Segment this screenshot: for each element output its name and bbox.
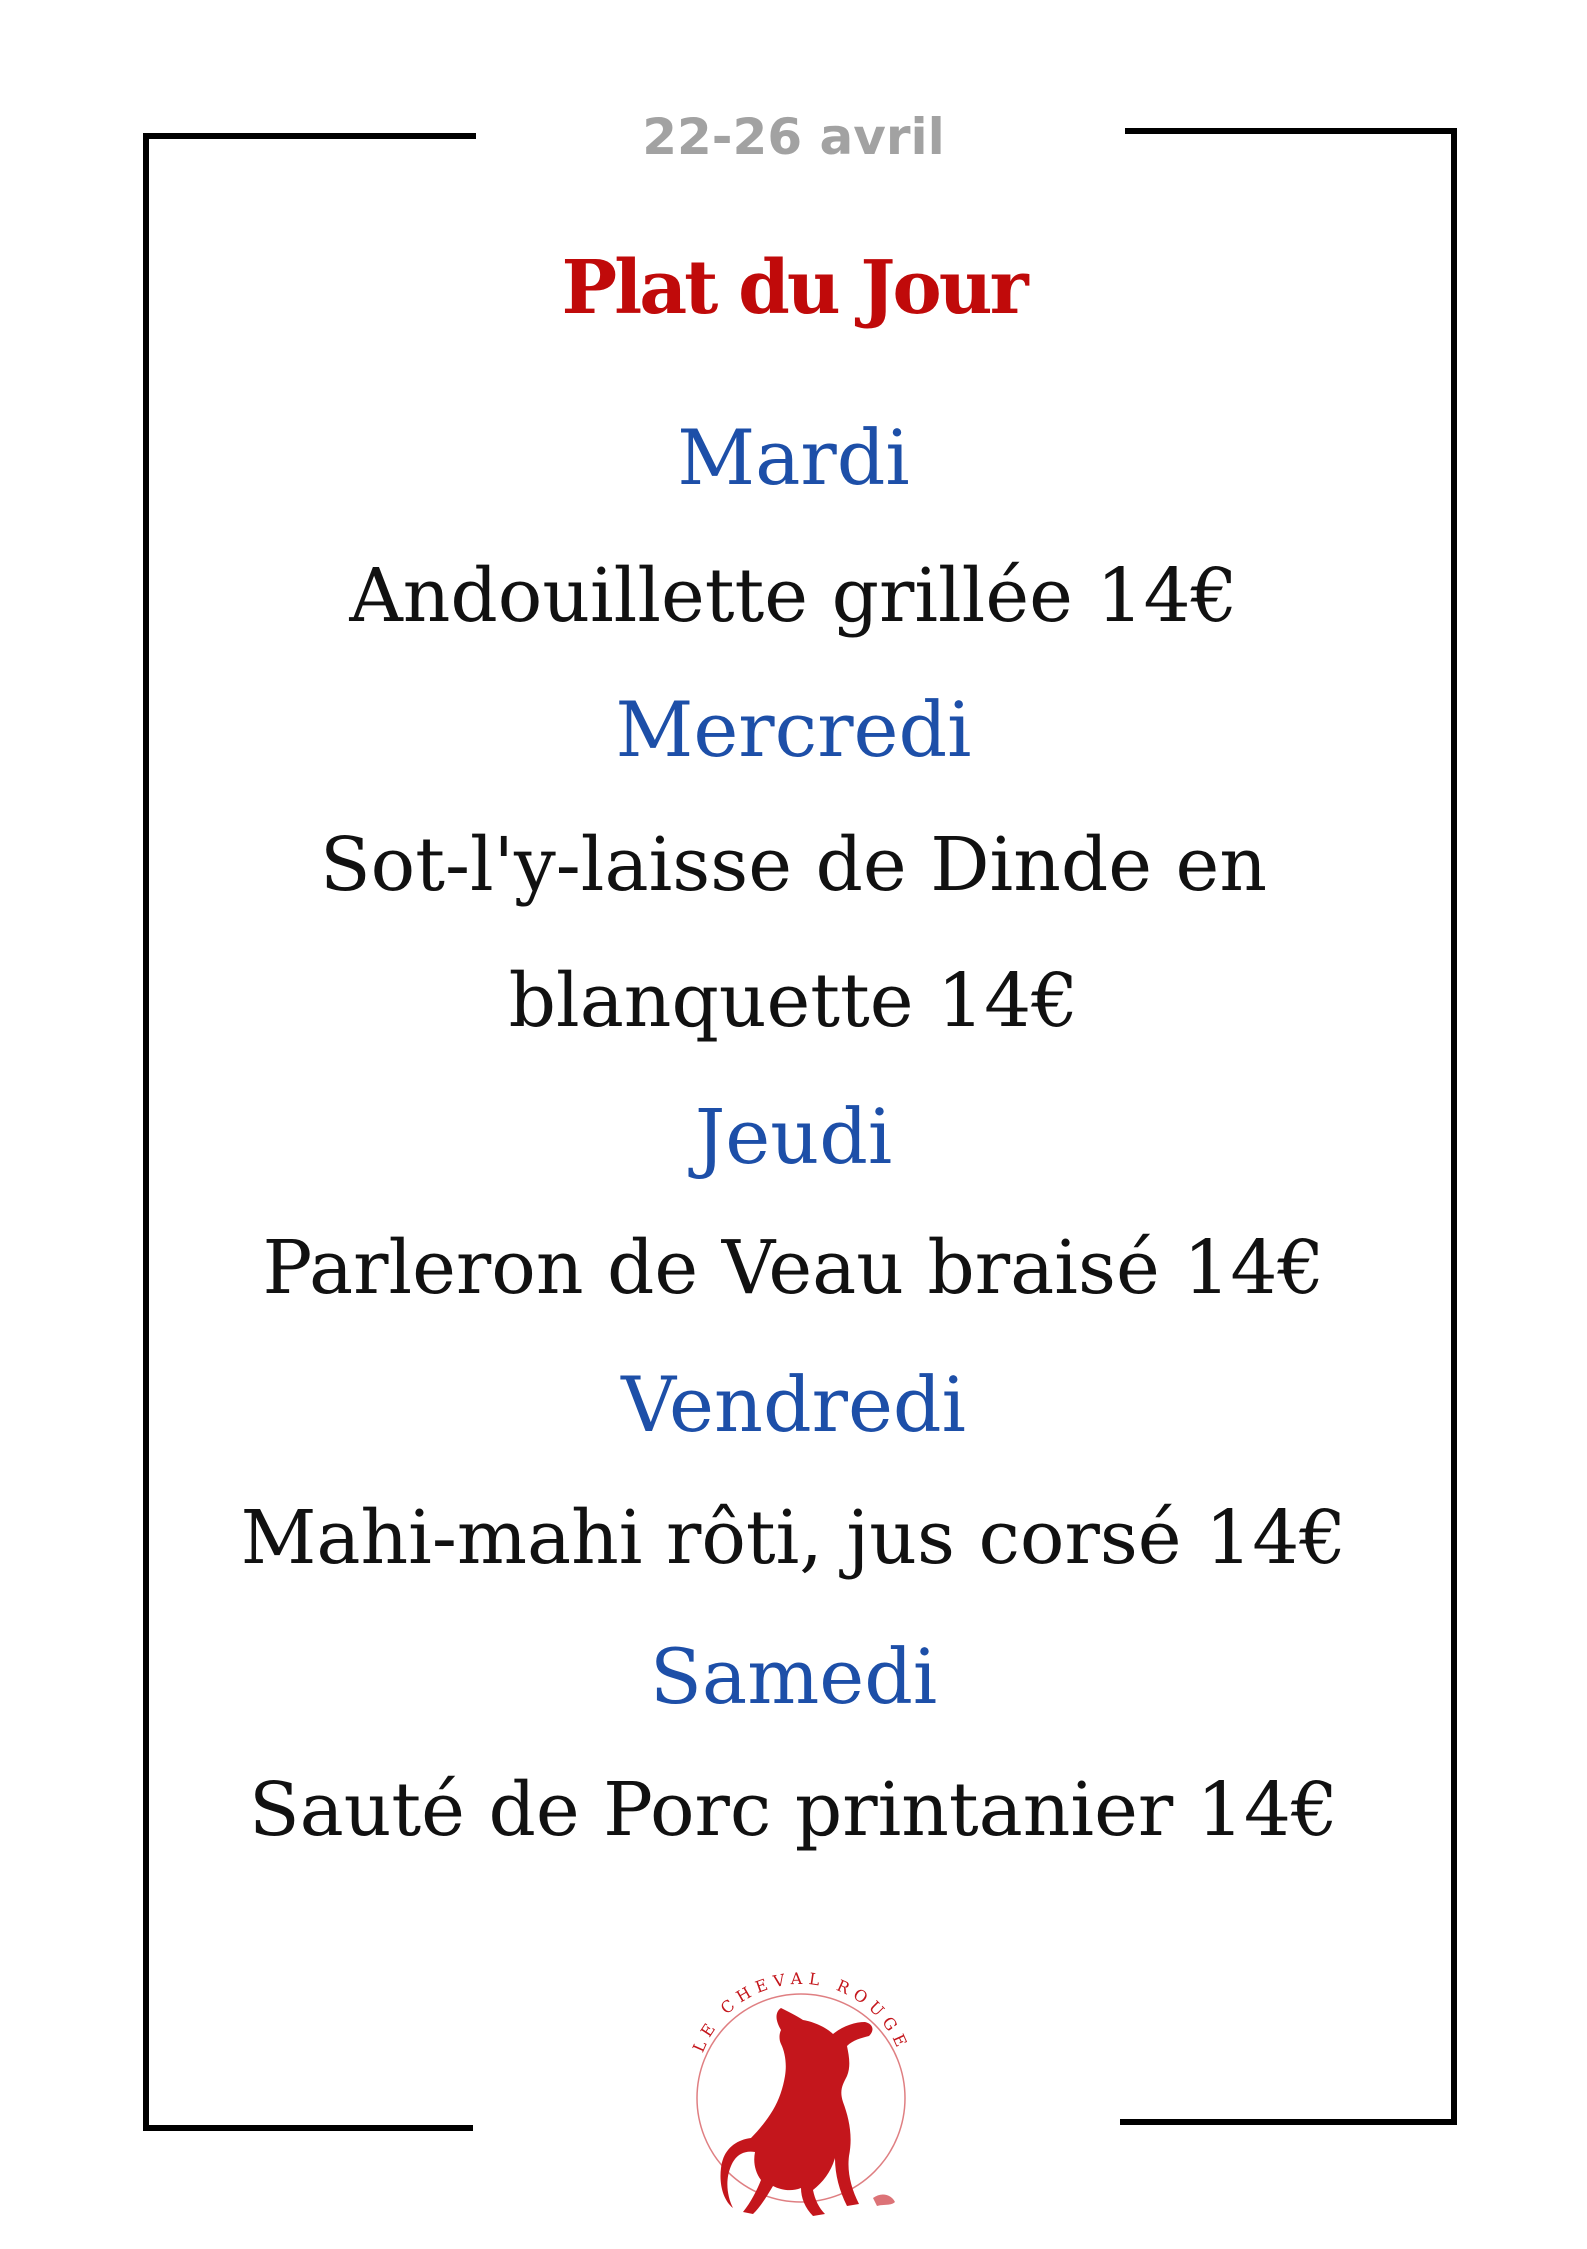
dish-jeudi: Parleron de Veau braisé 14€ xyxy=(262,1225,1325,1311)
page-title: Plat du Jour xyxy=(561,245,1026,331)
date-range: 22-26 avril xyxy=(642,108,945,166)
svg-text:LE CHEVAL ROUGE: LE CHEVAL ROUGE xyxy=(688,1968,914,2056)
day-label-mardi: Mardi xyxy=(677,413,910,502)
day-label-jeudi: Jeudi xyxy=(694,1092,893,1181)
dish-mardi: Andouillette grillée 14€ xyxy=(349,553,1238,639)
restaurant-logo xyxy=(663,1960,939,2245)
day-label-mercredi: Mercredi xyxy=(615,685,972,774)
day-label-vendredi: Vendredi xyxy=(621,1360,966,1449)
frame-bottom-right xyxy=(1120,2119,1457,2125)
day-label-samedi: Samedi xyxy=(649,1632,938,1721)
rearing-horse-icon xyxy=(663,1960,939,2245)
dish-vendredi: Mahi-mahi rôti, jus corsé 14€ xyxy=(240,1495,1347,1581)
dish-samedi: Sauté de Porc printanier 14€ xyxy=(248,1767,1339,1853)
frame-bottom-left xyxy=(143,2125,473,2131)
dish-mercredi-line1: Sot-l'y-laisse de Dinde en xyxy=(319,822,1267,908)
dish-mercredi-line2: blanquette 14€ xyxy=(508,958,1079,1044)
